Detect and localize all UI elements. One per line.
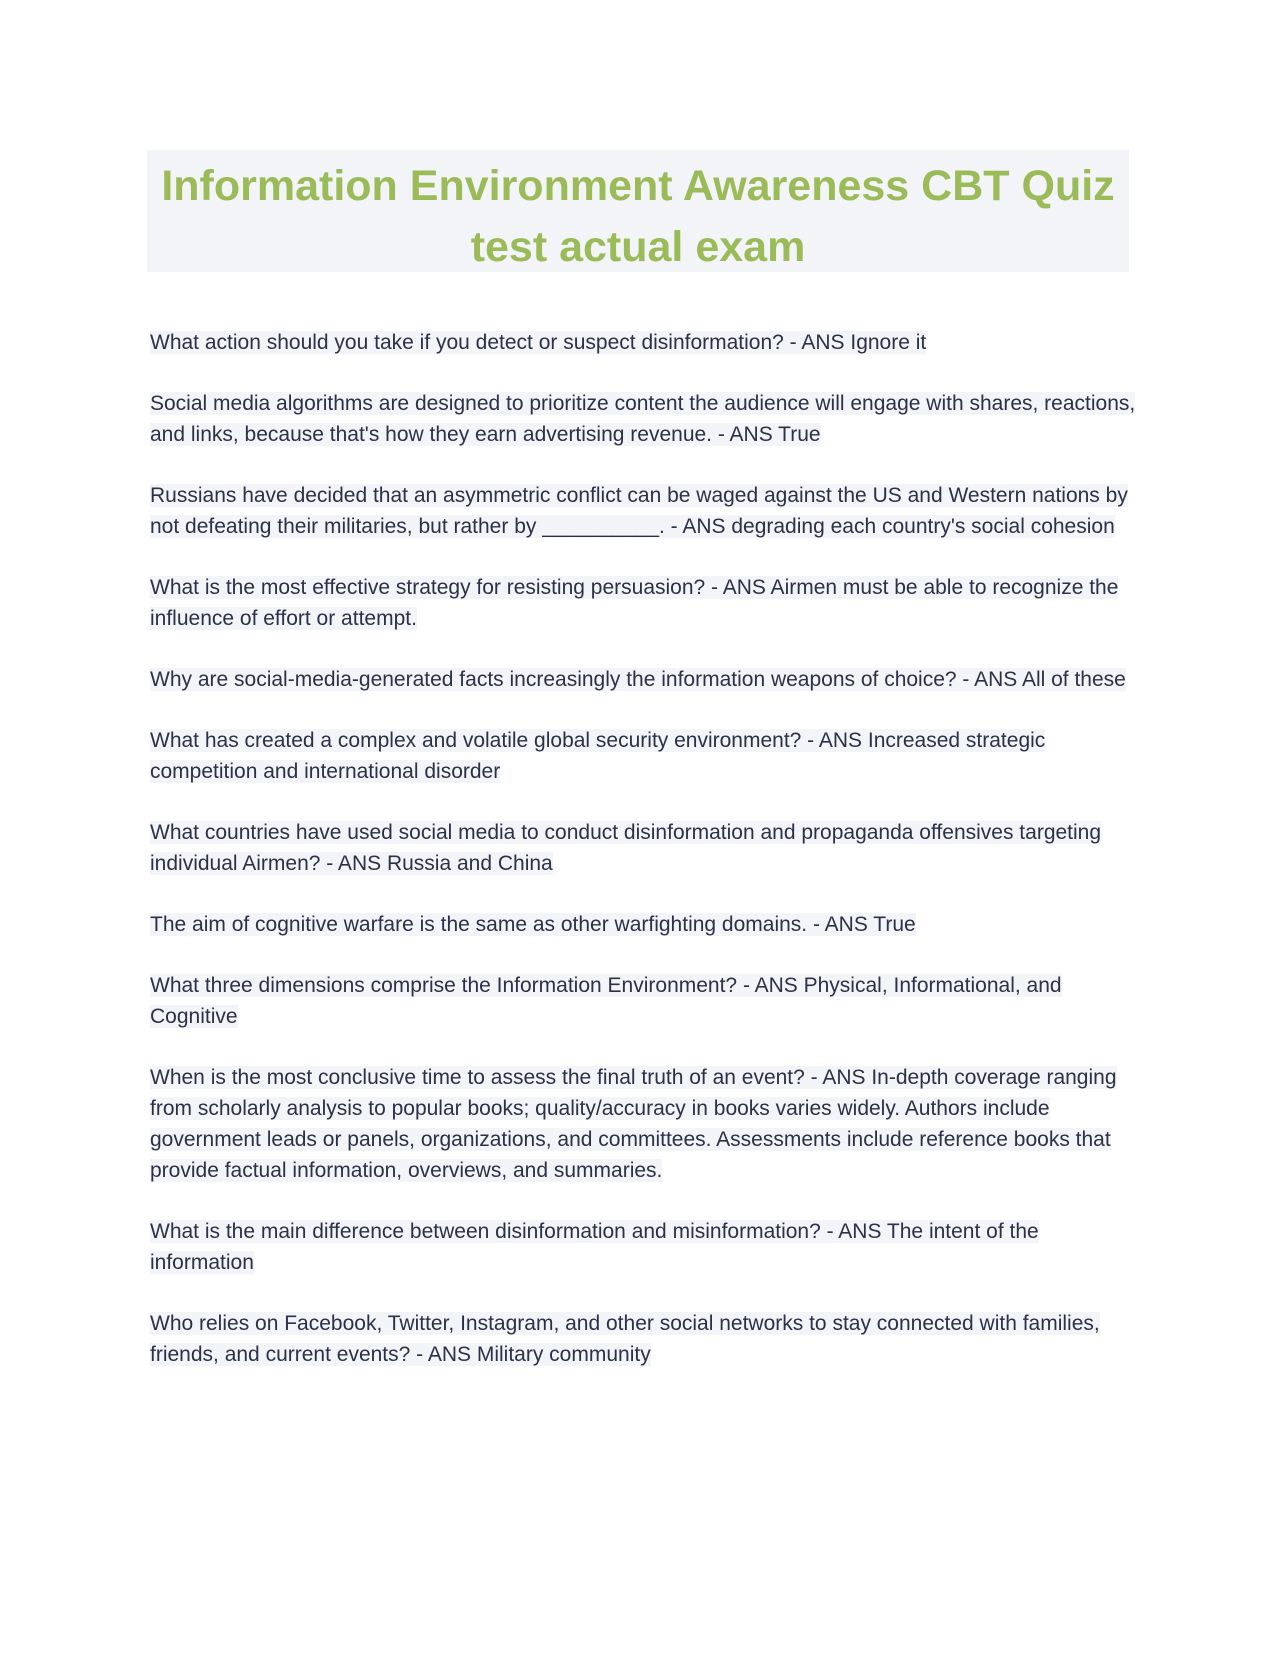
qa-text: The aim of cognitive warfare is the same as other warfighting domains. - ANS True bbox=[150, 913, 916, 936]
qa-text: What three dimensions comprise the Information Environment? - ANS Physical, Informational, and Cognitive bbox=[150, 974, 1062, 1028]
document-title bbox=[147, 150, 1129, 272]
qa-item bbox=[150, 970, 1140, 1032]
qa-item bbox=[150, 725, 1140, 787]
qa-text: What has created a complex and volatile global security environment? - ANS Increased strategic competition and international disorder bbox=[150, 729, 1046, 783]
qa-text: What is the most effective strategy for resisting persuasion? - ANS Airmen must be able to recognize the influence of effort or attempt. bbox=[150, 576, 1119, 630]
title-line-2: test actual exam bbox=[470, 223, 806, 271]
qa-text: When is the most conclusive time to assess the final truth of an event? - ANS In-depth coverage ranging from scholarly analysis to popular books; quality/accuracy in books varies widely. Authors include government leads or panels, organizations, and committees. Assessments include reference books that provide factual information, overviews, and summaries. bbox=[150, 1066, 1117, 1182]
qa-text: Why are social-media-generated facts increasingly the information weapons of choice? - ANS All of these bbox=[150, 668, 1126, 691]
qa-item bbox=[150, 1062, 1140, 1186]
qa-item bbox=[150, 817, 1140, 879]
qa-item bbox=[150, 388, 1140, 450]
qa-item bbox=[150, 480, 1140, 542]
qa-item bbox=[150, 664, 1140, 695]
qa-item bbox=[150, 1216, 1140, 1278]
qa-list bbox=[150, 327, 1140, 1400]
qa-text: Social media algorithms are designed to prioritize content the audience will engage with shares, reactions, and links, because that's how they earn advertising revenue. - ANS True bbox=[150, 392, 1136, 446]
qa-text: What countries have used social media to conduct disinformation and propaganda offensives targeting individual Airmen? - ANS Russia and China bbox=[150, 821, 1102, 875]
qa-item bbox=[150, 909, 1140, 940]
qa-item bbox=[150, 572, 1140, 634]
qa-text: Who relies on Facebook, Twitter, Instagram, and other social networks to stay connected with families, friends, and current events? - ANS Military community bbox=[150, 1312, 1100, 1366]
qa-text: Russians have decided that an asymmetric conflict can be waged against the US and Western nations by not defeating their militaries, but rather by __________. - ANS degrading each country's social cohesion bbox=[150, 484, 1128, 538]
qa-item bbox=[150, 1308, 1140, 1370]
qa-text: What action should you take if you detect or suspect disinformation? - ANS Ignore it bbox=[150, 331, 927, 354]
title-line-1: Information Environment Awareness CBT Quiz bbox=[161, 162, 1115, 210]
qa-text: What is the main difference between disinformation and misinformation? - ANS The intent of the information bbox=[150, 1220, 1039, 1274]
qa-item bbox=[150, 327, 1140, 358]
